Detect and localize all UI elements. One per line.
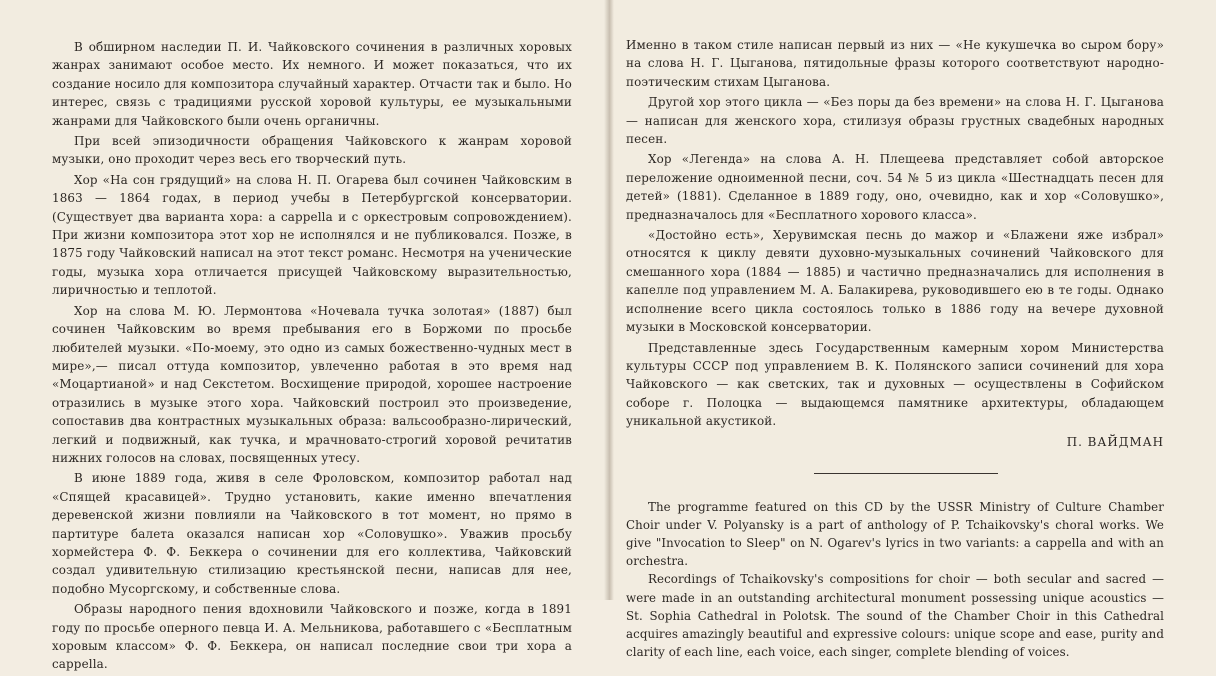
paragraph: При всей эпизодичности обращения Чайковского к жанрам хоровой музыки, оно проходит через весь его творческий путь.	[52, 134, 572, 167]
right-page-text	[626, 36, 1164, 431]
section-divider	[814, 473, 998, 474]
paragraph: Хор «На сон грядущий» на слова Н. П. Огарева был сочинен Чайковским в 1863 — 1864 годах, в период учебы в Петербургской консерватории. (Существует два варианта хора: а cappella и с оркестровым сопровождением). При жизни композитора этот хор не исполнялся и не публиковался. Позже, в 1875 году Чайковский написал на этот текст романс. Несмотря на ученические годы, музыка хора отличается присущей Чайковскому выразительностью, лиричностью и теплотой.	[52, 172, 572, 298]
paragraph: Представленные здесь Государственным камерным хором Министерства культуры СССР под управлением В. К. Полянского записи сочинений для хора Чайковского — как светских, так и духовных — осуществлены в Софийском соборе г. Полоцка — выдающемся памятнике архитектуры, обладающем уникальной акустикой.	[626, 340, 1164, 429]
right-page	[614, 0, 1216, 661]
paragraph: Хор «Легенда» на слова А. Н. Плещеева представляет собой авторское переложение одноименной песни, соч. 54 № 5 из цикла «Шестнадцать песен для детей» (1881). Сделанное в 1889 году, оно, очевидно, как и хор «Соловушко», предназначалось для «Бесплатного хорового класса».	[626, 152, 1164, 222]
paragraph: Хор на слова М. Ю. Лермонтова «Ночевала тучка золотая» (1887) был сочинен Чайковским во время пребывания его в Боржоми по просьбе любителей музыки. «По-моему, это одно из самых божественно-чудных мест в мире»,— писал оттуда композитор, увлеченно работая в это время над «Моцартианой» и над Секстетом. Восхищение природой, хорошее настроение отразились в музыке этого хора. Чайковский построил это произведение, сопоставив два контрастных музыкальных образа: вальсообразно-лирический, легкий и подвижный, как тучка, и мрачновато-строгий хоровой речитатив нижних голосов на словах, посвященных утесу.	[52, 303, 572, 465]
page-fold	[604, 0, 614, 600]
paragraph: В июне 1889 года, живя в селе Фроловском, композитор работал над «Спящей красавицей». Трудно установить, какие именно впечатления деревенской жизни повлияли на Чайковского в тот момент, но прямо в партитуре балета оказался написан хор «Соловушко». Уважив просьбу хормейстера Ф. Ф. Беккера о сочинении для его коллектива, Чайковский создал удивительную стилизацию крестьянской песни, написав для нее, подобно Мусоргскому, и собственные слова.	[52, 471, 572, 596]
paragraph: Другой хор этого цикла — «Без поры да без времени» на слова Н. Г. Цыганова — написан для женского хора, стилизуя образы грустных свадебных народных песен.	[626, 95, 1164, 147]
paragraph: Recordings of Tchaikovsky's compositions for choir — both secular and sacred — were made in an outstanding architectural monument possessing unique acoustics — St. Sophia Cathedral in Polotsk. The sound of the Chamber Choir in this Cathedral acquires amazingly beautiful and expressive colours: unique scope and ease, purity and clarity of each line, each voice, each singer, complete blending of voices.	[626, 572, 1164, 660]
paragraph: В обширном наследии П. И. Чайковского сочинения в различных хоровых жанрах занимают особое место. Их немного. И может показаться, что их создание носило для композитора случайный характер. Отчасти так и было. Но интерес, связь с традициями русской хоровой культуры, ее музыкальными жанрами для Чайковского были очень органичны.	[52, 40, 572, 128]
paragraph: Образы народного пения вдохновили Чайковского и позже, когда в 1891 году по просьбе оперного певца И. А. Мельникова, работавшего с «Бесплатным хоровым классом» Ф. Ф. Беккера, он написал последние свои три хора а cappella.	[52, 602, 572, 672]
english-summary	[626, 498, 1164, 662]
left-page	[0, 0, 604, 676]
paragraph: The programme featured on this CD by the USSR Ministry of Culture Chamber Choir under V. Polyansky is a part of anthology of P. Tchaikovsky's choral works. We give "Invocation to Sleep" on N. Ogarev's lyrics in two variants: a cappella and with an orchestra.	[626, 499, 1164, 569]
paragraph: Именно в таком стиле написан первый из них — «Не кукушечка во сыром бору» на слова Н. Г. Цыганова, пятидольные фразы которого соответствуют народно-поэтическим стихам Цыганова.	[626, 38, 1164, 89]
left-page-text	[52, 38, 572, 674]
author-signature: П. ВАЙДМАН	[1066, 434, 1164, 449]
paragraph: «Достойно есть», Херувимская песнь до мажор и «Блажени яже избрал» относятся к циклу девяти духовно-музыкальных сочинений Чайковского для смешанного хора (1884 — 1885) и частично предназначались для исполнения в капелле под управлением М. А. Балакирева, руководившего ею в те годы. Однако исполнение всего цикла состоялось только в 1886 году на вечере духовной музыки в Московской консерватории.	[626, 228, 1164, 335]
